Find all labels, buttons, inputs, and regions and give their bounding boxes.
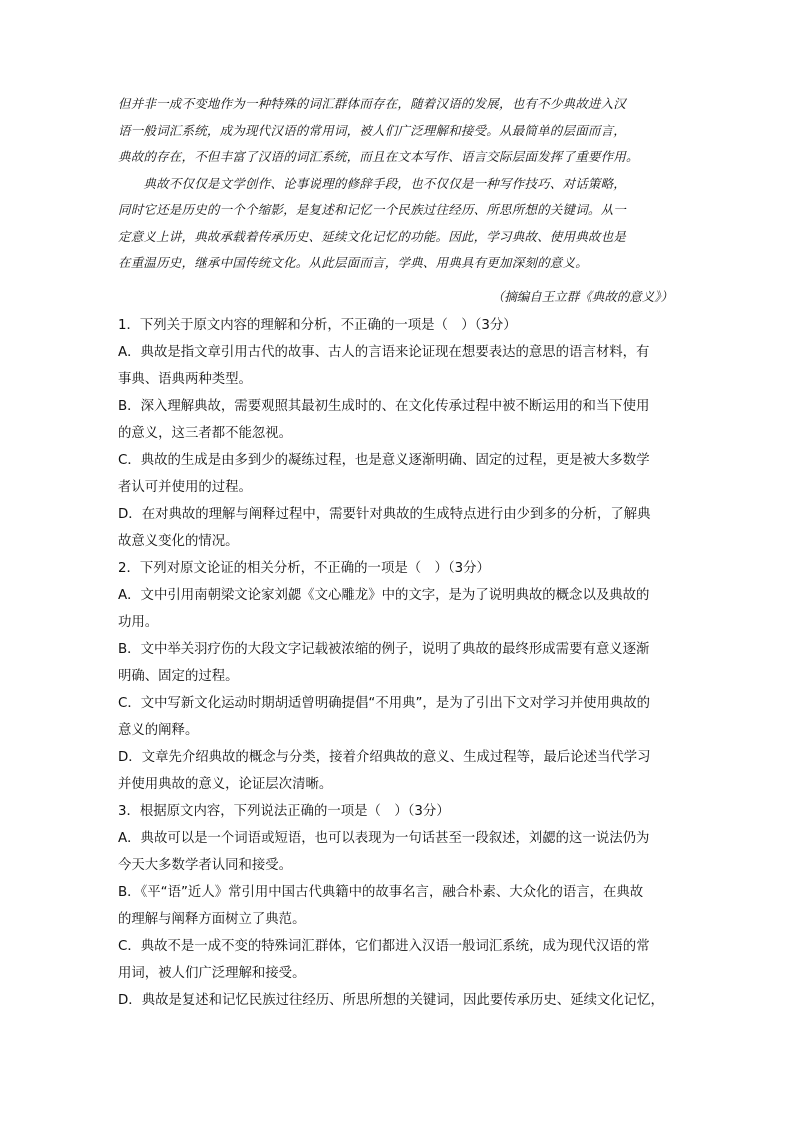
- option-d-line: 并使用典故的意义，论证层次清晰。: [118, 777, 333, 792]
- passage-line: 同时它还是历史的一个个缩影，是复述和记忆一个民族过往经历、所思所想的关键词。从一: [118, 202, 627, 217]
- question-2: [118, 555, 683, 798]
- option-d-line: 故意义变化的情况。: [118, 534, 239, 549]
- option-a-line: 功用。: [118, 615, 159, 630]
- passage-line: 定意义上讲，典故承载着传承历史、延续文化记忆的功能。因此，学习典故、使用典故也是: [118, 228, 627, 244]
- option-a-line: A．典故是指文章引用古代的故事、古人的言语来论证现在想要表达的意思的语言材料，有: [118, 345, 650, 360]
- passage-line: 典故不仅仅是文学创作、论事说理的修辞手段，也不仅仅是一种写作技巧、对话策略，: [118, 175, 627, 191]
- passage-line: 语一般词汇系统，成为现代汉语的常用词，被人们广泛理解和接受。从最简单的层面而言，: [118, 122, 627, 138]
- option-b-line: 明确、固定的过程。: [118, 669, 239, 684]
- option-c-line: 意义的阐释。: [118, 723, 199, 738]
- option-b-line: 的理解与阐释方面树立了典范。: [118, 912, 306, 927]
- question-3: [118, 798, 683, 1014]
- option-a-line: 事典、语典两种类型。: [118, 372, 252, 387]
- option-b-line: 的意义，这三者都不能忽视。: [118, 426, 293, 441]
- option-c-line: C．文中写新文化运动时期胡适曾明确提倡“不用典”，是为了引出下文对学习并使用典故的: [118, 696, 651, 711]
- option-c-line: 者认可并使用的过程。: [118, 480, 252, 495]
- option-d-line: D．文章先介绍典故的概念与分类，接着介绍典故的意义、生成过程等，最后论述当代学习: [118, 750, 651, 765]
- option-a-line: A．典故可以是一个词语或短语，也可以表现为一句话甚至一段叙述，刘勰的这一说法仍为: [118, 831, 650, 846]
- passage-line: 典故的存在，不但丰富了汉语的词汇系统，而且在文本写作、语言交际层面发挥了重要作用。: [118, 149, 639, 164]
- question-list: [118, 312, 683, 1014]
- question-stem: 3．根据原文内容，下列说法正确的一项是（ ）（3分）: [118, 804, 450, 819]
- option-b-line: B．深入理解典故，需要观照其最初生成时的、在文化传承过程中被不断运用的和当下使用: [118, 399, 650, 414]
- passage-line: 但并非一成不变地作为一种特殊的词汇群体而存在，随着汉语的发展，也有不少典故进入汉: [118, 96, 627, 111]
- question-stem: 2．下列对原文论证的相关分析，不正确的一项是（ ）（3分）: [118, 561, 490, 576]
- option-c-line: C．典故不是一成不变的特殊词汇群体，它们都进入汉语一般词汇系统，成为现代汉语的常: [118, 939, 650, 954]
- option-a-line: 今天大多数学者认同和接受。: [118, 858, 293, 873]
- option-c-line: C．典故的生成是由多到少的凝练过程，也是意义逐渐明确、固定的过程，更是被大多数学: [118, 453, 650, 468]
- option-d-line: D．在对典故的理解与阐释过程中，需要针对典故的生成特点进行由少到多的分析，了解典: [118, 507, 651, 522]
- question-1: [118, 312, 683, 555]
- reading-passage: [118, 91, 678, 277]
- option-d-line: D．典故是复述和记忆民族过往经历、所思所想的关键词，因此要传承历史、延续文化记忆，: [118, 993, 664, 1008]
- passage-line: 在重温历史，继承中国传统文化。从此层面而言，学典、用典具有更加深刻的意义。: [118, 255, 588, 270]
- passage-source: （摘编自王立群《典故的意义》）: [491, 289, 673, 304]
- option-c-line: 用词，被人们广泛理解和接受。: [118, 966, 306, 981]
- option-b-line: B．《平“语”近人》常引用中国古代典籍中的故事名言，融合朴素、大众化的语言，在典故: [118, 885, 644, 900]
- option-a-line: A．文中引用南朝梁文论家刘勰《文心雕龙》中的文字，是为了说明典故的概念以及典故的: [118, 588, 650, 603]
- question-stem: 1．下列关于原文内容的理解和分析，不正确的一项是（ ）（3分）: [118, 318, 517, 333]
- option-b-line: B．文中举关羽疗伤的大段文字记载被浓缩的例子，说明了典故的最终形成需要有意义逐渐: [118, 642, 650, 657]
